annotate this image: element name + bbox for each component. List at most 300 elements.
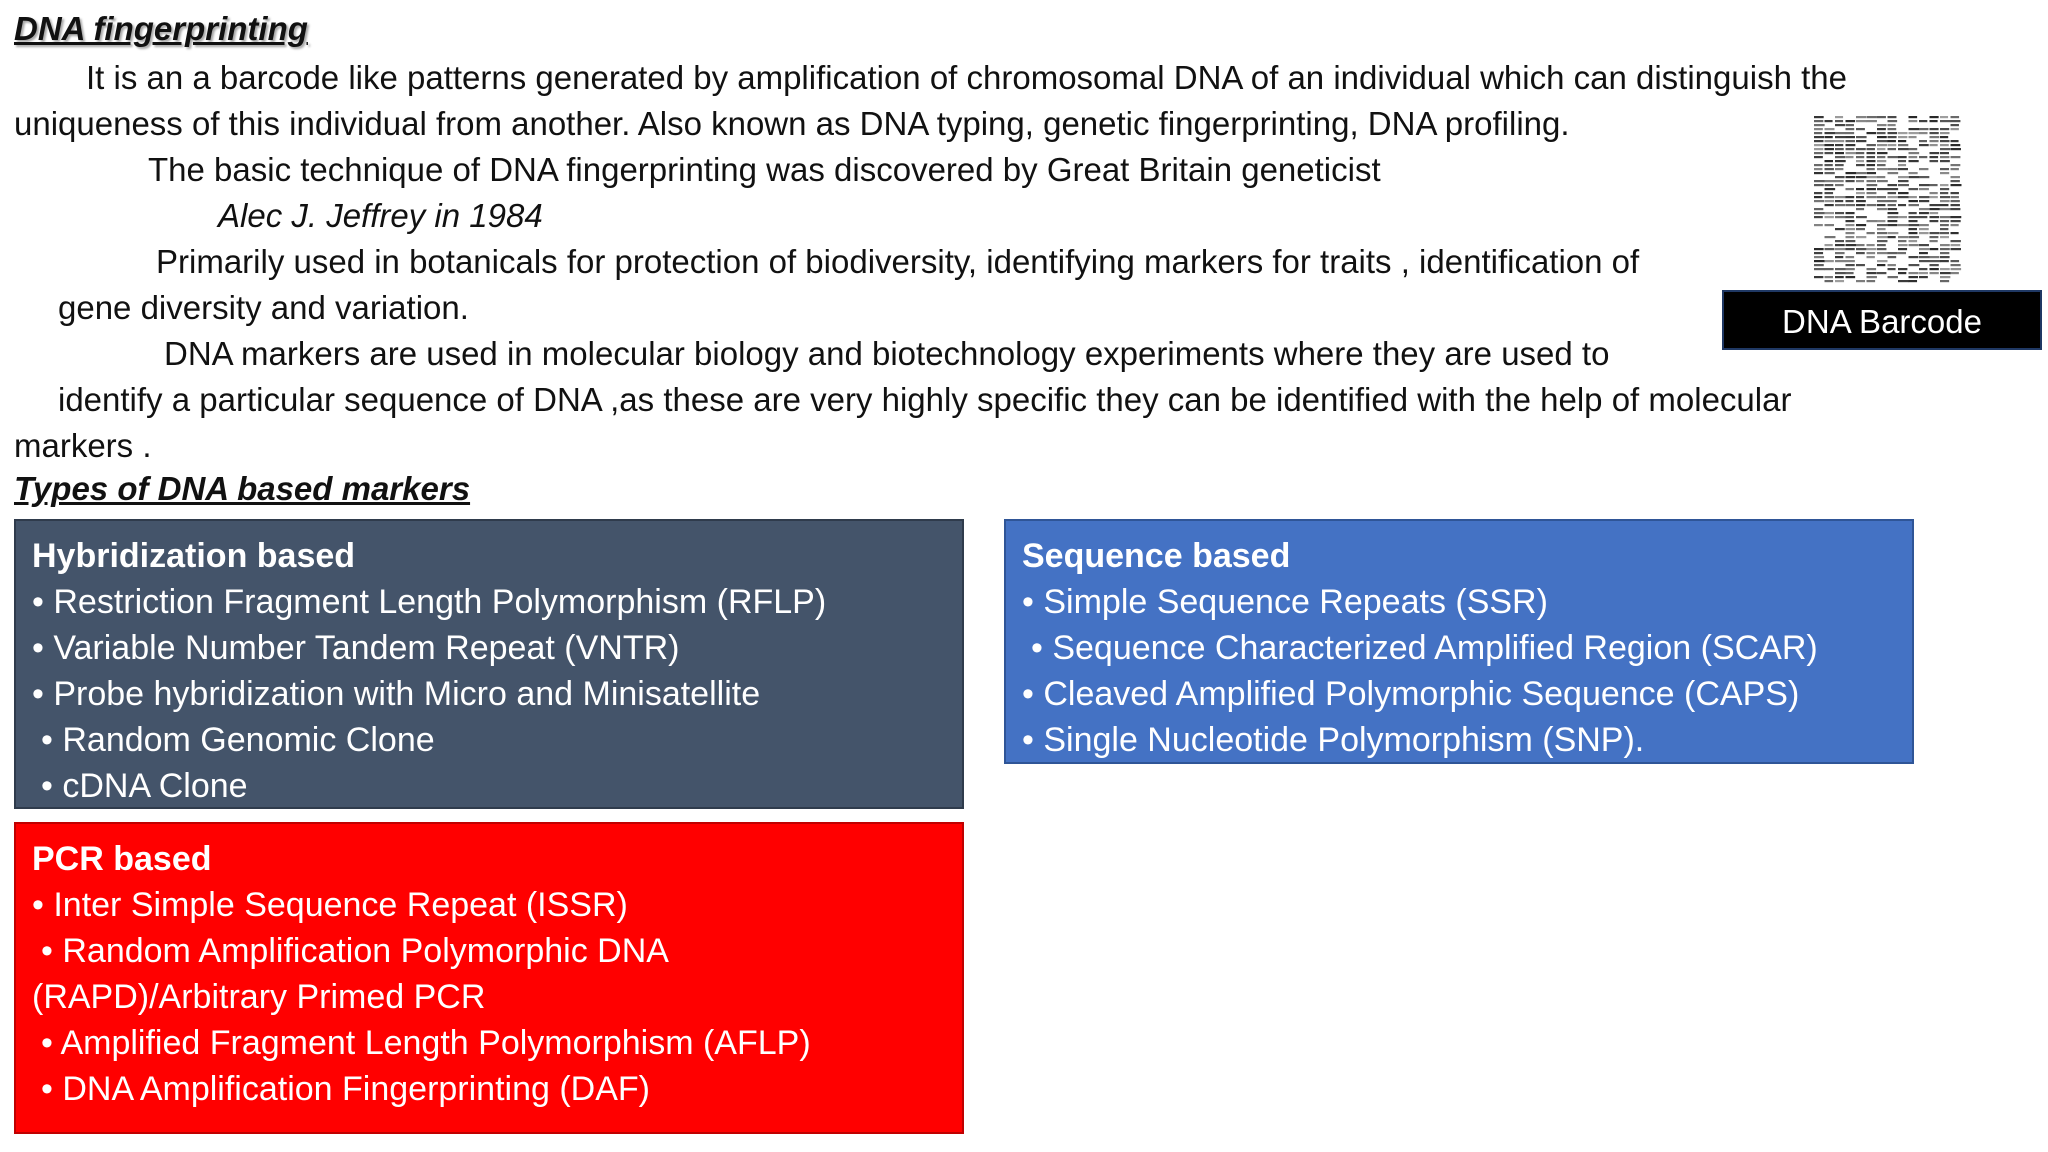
barcode-band <box>1940 252 1949 254</box>
barcode-band <box>1951 176 1960 178</box>
barcode-band <box>1835 244 1845 246</box>
barcode-band <box>1888 172 1899 174</box>
barcode-band <box>1930 144 1938 146</box>
barcode-band <box>1856 148 1866 150</box>
barcode-band <box>1919 208 1929 210</box>
barcode-band <box>1888 188 1899 190</box>
barcode-band <box>1940 200 1950 202</box>
barcode-band <box>1877 272 1886 274</box>
barcode-band <box>1898 272 1906 274</box>
barcode-band <box>1930 192 1938 194</box>
barcode-band <box>1909 220 1918 222</box>
barcode-band <box>1814 276 1823 278</box>
barcode-band <box>1919 128 1928 130</box>
barcode-band <box>1930 268 1939 270</box>
barcode-band <box>1888 276 1898 278</box>
barcode-band <box>1867 252 1876 254</box>
barcode-band <box>1909 128 1920 130</box>
barcode-band <box>1856 192 1865 194</box>
barcode-band <box>1909 116 1918 118</box>
barcode-band <box>1856 188 1864 190</box>
barcode-band <box>1814 252 1823 254</box>
barcode-band <box>1877 176 1885 178</box>
barcode-band <box>1888 168 1898 170</box>
barcode-band <box>1835 120 1843 122</box>
barcode-band <box>1919 260 1929 262</box>
barcode-band <box>1930 136 1940 138</box>
barcode-band <box>1835 280 1844 282</box>
barcode-band <box>1867 248 1877 250</box>
barcode-band <box>1825 184 1834 186</box>
barcode-band <box>1877 232 1887 234</box>
barcode-band <box>1951 116 1960 118</box>
barcode-band <box>1846 188 1854 190</box>
barcode-band <box>1835 200 1843 202</box>
barcode-band <box>1898 136 1907 138</box>
barcode-band <box>1846 156 1854 158</box>
barcode-band <box>1888 128 1897 130</box>
sequence-box <box>1004 519 1914 764</box>
barcode-band <box>1898 248 1907 250</box>
barcode-band <box>1846 172 1857 174</box>
barcode-band <box>1867 116 1877 118</box>
barcode-band <box>1940 140 1950 142</box>
barcode-band <box>1898 132 1908 134</box>
list-item: • Restriction Fragment Length Polymorphism (RFLP) <box>32 583 827 621</box>
barcode-band <box>1867 120 1877 122</box>
barcode-band <box>1814 216 1823 218</box>
barcode-band <box>1877 180 1888 182</box>
barcode-band <box>1825 200 1835 202</box>
barcode-band <box>1825 120 1833 122</box>
barcode-band <box>1930 216 1940 218</box>
barcode-band <box>1814 264 1824 266</box>
barcode-band <box>1835 228 1845 230</box>
barcode-band <box>1856 252 1865 254</box>
barcode-band <box>1835 184 1844 186</box>
barcode-band <box>1940 168 1949 170</box>
pcr-title: PCR based <box>32 840 212 878</box>
barcode-band <box>1940 244 1950 246</box>
list-item: • Inter Simple Sequence Repeat (ISSR) <box>32 886 628 924</box>
barcode-band <box>1919 132 1928 134</box>
barcode-band <box>1877 168 1887 170</box>
barcode-band <box>1825 204 1834 206</box>
barcode-band <box>1898 268 1907 270</box>
barcode-band <box>1877 260 1887 262</box>
barcode-band <box>1877 156 1885 158</box>
barcode-band <box>1835 124 1845 126</box>
barcode-band <box>1867 272 1877 274</box>
barcode-band <box>1835 180 1844 182</box>
barcode-band <box>1951 192 1959 194</box>
barcode-band <box>1825 132 1835 134</box>
barcode-band <box>1877 128 1886 130</box>
barcode-band <box>1888 224 1898 226</box>
barcode-band <box>1867 172 1877 174</box>
barcode-band <box>1835 260 1846 262</box>
barcode-band <box>1940 220 1949 222</box>
barcode-band <box>1846 224 1855 226</box>
barcode-band <box>1951 220 1961 222</box>
barcode-band <box>1898 196 1909 198</box>
barcode-band <box>1940 228 1948 230</box>
barcode-band <box>1814 120 1823 122</box>
barcode-band <box>1846 248 1855 250</box>
barcode-band <box>1825 180 1836 182</box>
barcode-band <box>1846 128 1855 130</box>
barcode-band <box>1825 248 1835 250</box>
barcode-band <box>1867 192 1877 194</box>
barcode-band <box>1951 260 1960 262</box>
barcode-band <box>1856 152 1864 154</box>
barcode-band <box>1951 224 1959 226</box>
dna-barcode-image <box>1808 114 1966 286</box>
barcode-band <box>1867 164 1876 166</box>
barcode-band <box>1951 244 1961 246</box>
barcode-band <box>1940 148 1950 150</box>
barcode-band <box>1877 160 1886 162</box>
barcode-band <box>1940 144 1949 146</box>
types-heading: Types of DNA based markers <box>14 470 471 507</box>
barcode-band <box>1867 220 1878 222</box>
barcode-band <box>1888 136 1897 138</box>
barcode-band <box>1898 240 1906 242</box>
barcode-band <box>1930 236 1939 238</box>
barcode-band <box>1940 132 1950 134</box>
barcode-band <box>1825 172 1835 174</box>
barcode-band <box>1909 244 1919 246</box>
barcode-band <box>1856 128 1865 130</box>
barcode-band <box>1940 116 1948 118</box>
barcode-band <box>1825 244 1833 246</box>
barcode-band <box>1846 152 1857 154</box>
barcode-band <box>1856 200 1866 202</box>
barcode-band <box>1814 180 1825 182</box>
barcode-band <box>1930 204 1941 206</box>
barcode-band <box>1898 140 1906 142</box>
barcode-band <box>1814 124 1825 126</box>
barcode-band <box>1835 204 1845 206</box>
barcode-band <box>1909 232 1918 234</box>
barcode-band <box>1867 184 1878 186</box>
barcode-band <box>1846 132 1855 134</box>
barcode-band <box>1940 208 1951 210</box>
barcode-band <box>1919 184 1930 186</box>
intro-line-8: identify a particular sequence of DNA ,as these are very highly specific they can be identified with the help of molecular <box>58 381 1792 418</box>
barcode-band <box>1909 152 1920 154</box>
barcode-band <box>1814 136 1824 138</box>
barcode-band <box>1877 188 1888 190</box>
barcode-band <box>1835 212 1844 214</box>
barcode-band <box>1814 212 1825 214</box>
barcode-band <box>1877 200 1888 202</box>
barcode-band <box>1951 216 1962 218</box>
barcode-band <box>1951 120 1961 122</box>
barcode-band <box>1814 152 1823 154</box>
barcode-band <box>1835 216 1846 218</box>
barcode-band <box>1814 184 1824 186</box>
barcode-band <box>1846 204 1856 206</box>
barcode-band <box>1888 264 1896 266</box>
barcode-band <box>1877 236 1887 238</box>
barcode-band <box>1856 208 1864 210</box>
barcode-band <box>1951 164 1961 166</box>
barcode-band <box>1867 196 1877 198</box>
barcode-band <box>1835 176 1845 178</box>
barcode-band <box>1919 120 1927 122</box>
barcode-band <box>1877 124 1887 126</box>
barcode-band <box>1919 156 1927 158</box>
barcode-band <box>1909 216 1920 218</box>
barcode-band <box>1930 160 1939 162</box>
intro-line-1: It is an a barcode like patterns generated by amplification of chromosomal DNA of an individual which can distinguish the <box>86 59 1847 96</box>
barcode-band <box>1919 272 1928 274</box>
barcode-band <box>1825 216 1834 218</box>
barcode-band <box>1919 228 1929 230</box>
barcode-band <box>1825 192 1834 194</box>
barcode-band <box>1940 268 1950 270</box>
intro-line-7: DNA markers are used in molecular biology and biotechnology experiments where they are used to <box>164 335 1610 372</box>
barcode-band <box>1825 196 1835 198</box>
barcode-band <box>1888 196 1899 198</box>
barcode-band <box>1919 196 1929 198</box>
barcode-band <box>1888 256 1897 258</box>
barcode-band <box>1846 268 1855 270</box>
barcode-band <box>1825 280 1834 282</box>
barcode-band <box>1898 192 1909 194</box>
barcode-band <box>1867 280 1876 282</box>
barcode-band <box>1909 224 1920 226</box>
barcode-band <box>1867 276 1877 278</box>
barcode-band <box>1909 148 1918 150</box>
intro-line-9: markers . <box>14 427 152 464</box>
barcode-band <box>1930 120 1938 122</box>
barcode-band <box>1898 148 1909 150</box>
barcode-band <box>1867 168 1875 170</box>
barcode-band <box>1951 204 1960 206</box>
barcode-band <box>1940 128 1949 130</box>
barcode-band <box>1951 180 1960 182</box>
barcode-band <box>1909 188 1919 190</box>
barcode-band <box>1856 244 1865 246</box>
barcode-band <box>1867 180 1877 182</box>
barcode-band <box>1846 180 1855 182</box>
barcode-band <box>1940 160 1950 162</box>
barcode-band <box>1877 244 1886 246</box>
barcode-band <box>1909 196 1917 198</box>
barcode-band <box>1951 240 1961 242</box>
barcode-band <box>1877 196 1886 198</box>
barcode-band <box>1930 272 1939 274</box>
barcode-band <box>1909 276 1919 278</box>
barcode-band <box>1888 192 1897 194</box>
barcode-band <box>1825 224 1834 226</box>
barcode-band <box>1919 144 1929 146</box>
barcode-band <box>1814 140 1823 142</box>
barcode-band <box>1877 224 1887 226</box>
barcode-band <box>1877 140 1888 142</box>
barcode-band <box>1846 212 1855 214</box>
barcode-band <box>1825 260 1834 262</box>
barcode-band <box>1846 264 1855 266</box>
barcode-band <box>1909 280 1918 282</box>
barcode-band <box>1867 144 1876 146</box>
barcode-band <box>1814 172 1823 174</box>
barcode-band <box>1846 136 1855 138</box>
barcode-band <box>1909 228 1917 230</box>
intro-line-3: The basic technique of DNA fingerprinting was discovered by Great Britain geneticist <box>148 151 1381 188</box>
barcode-band <box>1867 244 1875 246</box>
barcode-band <box>1867 176 1878 178</box>
list-item: • Sequence Characterized Amplified Region (SCAR) <box>1031 629 1818 667</box>
barcode-band <box>1951 272 1959 274</box>
barcode-band <box>1940 276 1950 278</box>
barcode-band <box>1814 148 1823 150</box>
barcode-band <box>1856 156 1864 158</box>
barcode-band <box>1856 136 1867 138</box>
barcode-band <box>1814 132 1822 134</box>
barcode-band <box>1835 164 1844 166</box>
barcode-band <box>1835 268 1846 270</box>
barcode-band <box>1835 240 1844 242</box>
barcode-band <box>1940 236 1949 238</box>
barcode-band <box>1951 268 1962 270</box>
barcode-band <box>1898 156 1907 158</box>
barcode-band <box>1814 208 1823 210</box>
barcode-band <box>1888 148 1897 150</box>
barcode-band <box>1877 164 1886 166</box>
hybridization-title: Hybridization based <box>32 537 356 575</box>
barcode-band <box>1898 164 1906 166</box>
barcode-band <box>1919 268 1927 270</box>
barcode-band <box>1846 220 1855 222</box>
barcode-band <box>1846 232 1855 234</box>
barcode-band <box>1888 236 1896 238</box>
barcode-band <box>1825 140 1835 142</box>
barcode-band <box>1930 208 1940 210</box>
barcode-band <box>1888 204 1896 206</box>
barcode-band <box>1940 196 1950 198</box>
page-title: DNA fingerprinting <box>14 10 308 47</box>
barcode-band <box>1930 128 1939 130</box>
barcode-band <box>1814 268 1825 270</box>
barcode-band <box>1940 204 1948 206</box>
barcode-band <box>1898 224 1908 226</box>
barcode-band <box>1951 208 1961 210</box>
barcode-band <box>1898 144 1908 146</box>
barcode-band <box>1909 120 1918 122</box>
hybridization-box <box>14 519 964 809</box>
barcode-band <box>1835 168 1843 170</box>
barcode-band <box>1867 148 1875 150</box>
barcode-band <box>1877 144 1887 146</box>
barcode-band <box>1951 168 1959 170</box>
barcode-band <box>1888 132 1898 134</box>
list-item: • DNA Amplification Fingerprinting (DAF) <box>41 1070 650 1108</box>
barcode-band <box>1877 204 1885 206</box>
barcode-band <box>1951 184 1962 186</box>
barcode-band <box>1919 200 1929 202</box>
barcode-band <box>1856 160 1864 162</box>
barcode-band <box>1930 232 1940 234</box>
barcode-band <box>1919 212 1929 214</box>
barcode-band <box>1835 132 1846 134</box>
barcode-band <box>1846 236 1855 238</box>
barcode-band <box>1888 200 1897 202</box>
barcode-band <box>1846 260 1855 262</box>
barcode-band <box>1898 252 1906 254</box>
barcode-band <box>1909 172 1918 174</box>
list-item: • Simple Sequence Repeats (SSR) <box>1022 583 1548 621</box>
barcode-band <box>1856 216 1867 218</box>
barcode-band <box>1856 176 1867 178</box>
list-item: • Variable Number Tandem Repeat (VNTR) <box>32 629 680 667</box>
barcode-band <box>1919 244 1929 246</box>
barcode-band <box>1877 220 1885 222</box>
barcode-band <box>1951 148 1961 150</box>
barcode-band <box>1909 132 1920 134</box>
barcode-band <box>1909 236 1920 238</box>
barcode-band <box>1825 188 1836 190</box>
barcode-band <box>1814 156 1823 158</box>
barcode-band <box>1835 140 1844 142</box>
barcode-band <box>1940 192 1948 194</box>
barcode-band <box>1940 136 1948 138</box>
barcode-band <box>1888 212 1899 214</box>
barcode-band <box>1888 184 1898 186</box>
barcode-band <box>1825 236 1836 238</box>
barcode-band <box>1898 216 1907 218</box>
barcode-band <box>1856 172 1866 174</box>
barcode-band <box>1835 156 1845 158</box>
barcode-band <box>1898 180 1909 182</box>
barcode-band <box>1930 132 1939 134</box>
barcode-band <box>1877 228 1886 230</box>
barcode-band <box>1867 268 1877 270</box>
barcode-band <box>1919 168 1928 170</box>
barcode-band <box>1930 248 1939 250</box>
barcode-band <box>1930 140 1939 142</box>
barcode-band <box>1856 224 1866 226</box>
barcode-band <box>1909 160 1919 162</box>
barcode-band <box>1919 224 1929 226</box>
barcode-band <box>1814 164 1823 166</box>
barcode-band <box>1909 272 1919 274</box>
barcode-band <box>1835 252 1845 254</box>
barcode-band <box>1888 268 1896 270</box>
barcode-band <box>1814 192 1822 194</box>
barcode-band <box>1930 256 1940 258</box>
barcode-band <box>1835 248 1845 250</box>
barcode-band <box>1814 260 1825 262</box>
barcode-band <box>1898 160 1906 162</box>
barcode-band <box>1835 256 1843 258</box>
barcode-band <box>1856 116 1866 118</box>
dna-barcode-label: DNA Barcode <box>1722 290 2042 350</box>
barcode-band <box>1919 248 1929 250</box>
barcode-band <box>1835 116 1843 118</box>
barcode-band <box>1856 264 1865 266</box>
barcode-band <box>1825 128 1835 130</box>
barcode-band <box>1846 176 1856 178</box>
barcode-band <box>1919 188 1929 190</box>
barcode-band <box>1846 244 1857 246</box>
barcode-band <box>1835 148 1844 150</box>
barcode-band <box>1888 120 1898 122</box>
barcode-band <box>1909 204 1919 206</box>
barcode-band <box>1877 116 1886 118</box>
